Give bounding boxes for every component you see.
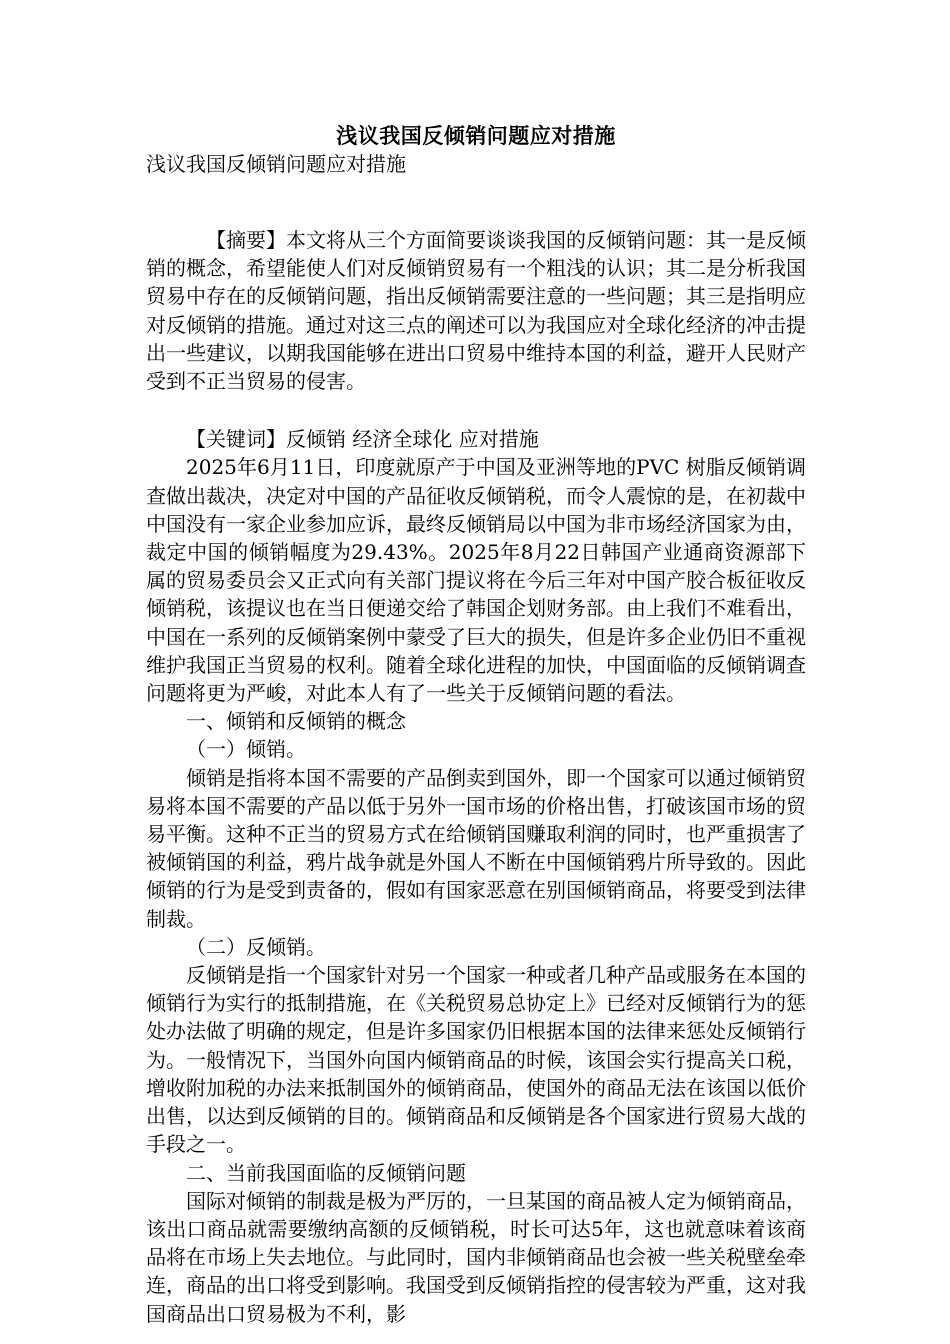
subsection-paragraph-1-1: 倾销是指将本国不需要的产品倒卖到国外，即一个国家可以通过倾销贸易将本国不需要的产品以低于另外一国市场的价格出售，打破该国市场的贸易平衡。这种不正当的贸易方式在给倾销国赚取利润的同时，也严重损害了被倾销国的利益，鸦片战争就是外国人不断在中国倾销鸦片所导致的。因此倾销的行为是受到责备的，假如有国家恶意在别国倾销商品，将要受到法律制裁。 [146,765,806,931]
document-subtitle: 浅议我国反倾销问题应对措施 [146,152,406,176]
section-paragraph-2: 国际对倾销的制裁是极为严厉的，一旦某国的商品被人定为倾销商品，该出口商品就需要缴纳高额的反倾销税，时长可达5年，这也就意味着该商品将在市场上失去地位。与此同时，国内非倾销商品也会被一些关税壁垒牵连，商品的出口将受到影响。我国受到反倾销指控的侵害较为严重，这对我国商品出口贸易极为不利，影 [146,1188,806,1326]
section-heading-2: 二、当前我国面临的反倾销问题 [186,1160,466,1185]
intro-paragraph: 2025年6月11日，印度就原产于中国及亚洲等地的PVC 树脂反倾销调查做出裁决，决定对中国的产品征收反倾销税，而令人震惊的是，在初裁中中国没有一家企业参加应诉，最终反倾销局以中国为非市场经济国家为由，裁定中国的倾销幅度为29.43%。2025年8月22日韩国产业通商资源部下属的贸易委员会又正式向有关部门提议将在今后三年对中国产胶合板征收反倾销税，该提议也在当日便递交给了韩国企划财务部。由上我们不难看出，中国在一系列的反倾销案例中蒙受了巨大的损失，但是许多企业仍旧不重视维护我国正当贸易的权利。随着全球化进程的加快，中国面临的反倾销调查问题将更为严峻，对此本人有了一些关于反倾销问题的看法。 [146,455,806,706]
keywords-line: 【关键词】反倾销 经济全球化 应对措施 [186,427,539,452]
abstract-paragraph: 【摘要】本文将从三个方面简要谈谈我国的反倾销问题：其一是反倾销的概念，希望能使人们对反倾销贸易有一个粗浅的认识；其二是分析我国贸易中存在的反倾销问题，指出反倾销需要注意的一些问题；其三是指明应对反倾销的措施。通过对这三点的阐述可以为我国应对全球化经济的冲击提出一些建议，以期我国能够在进出口贸易中维持本国的利益，避开人民财产受到不正当贸易的侵害。 [146,228,806,394]
subsection-heading-1-2: （二）反倾销。 [186,934,326,959]
document-title: 浅议我国反倾销问题应对措施 [336,123,616,148]
subsection-paragraph-1-2: 反倾销是指一个国家针对另一个国家一种或者几种产品或服务在本国的倾销行为实行的抵制措施，在《关税贸易总协定上》已经对反倾销行为的惩处办法做了明确的规定，但是许多国家仍旧根据本国的法律来惩处反倾销行为。一般情况下，当国外向国内倾销商品的时候，该国会实行提高关口税，增收附加税的办法来抵制国外的倾销商品，使国外的商品无法在该国以低价出售，以达到反倾销的目的。倾销商品和反倾销是各个国家进行贸易大战的手段之一。 [146,963,806,1157]
document-page [146,122,806,1328]
section-heading-1: 一、倾销和反倾销的概念 [186,709,406,734]
subsection-heading-1-1: （一）倾销。 [186,737,306,762]
